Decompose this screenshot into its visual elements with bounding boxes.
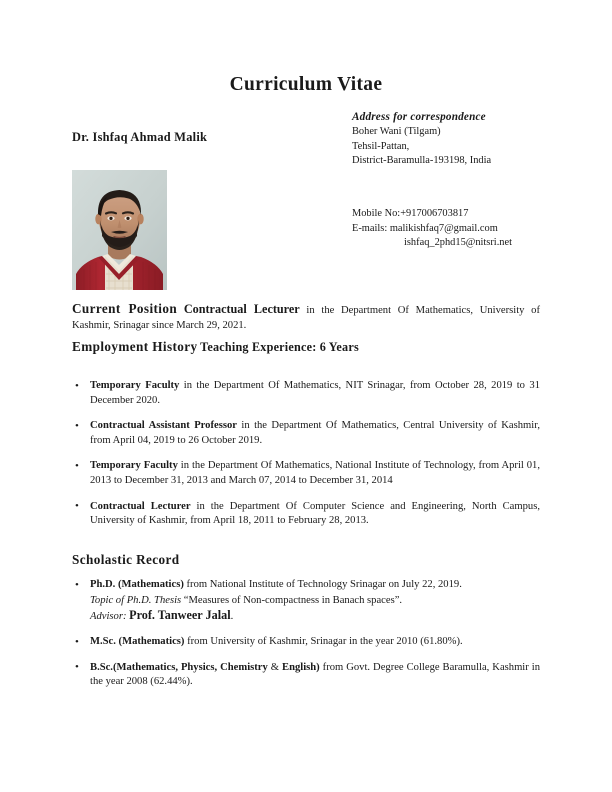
employment-role: Temporary Faculty [90, 460, 178, 472]
email-primary[interactable]: malikishfaq7@gmail.com [389, 222, 498, 234]
current-position-paragraph [72, 302, 540, 333]
employment-description: in the Department Of Mathematics, National Institute of Technology, from April 01, 2013 to December 31, 2013 and March 07, 2014 to December 31, 2014 [90, 460, 540, 486]
employment-role: Temporary Faculty [90, 380, 180, 391]
list-item [72, 379, 540, 408]
bsc-description: from Govt. Degree College Baramulla, Kashmir in the year 2008 (62.44%). [90, 661, 540, 688]
address-line-1: Boher Wani (Tilgam) [352, 126, 441, 138]
teaching-experience-subheading: Teaching Experience: 6 Years [200, 340, 359, 354]
current-position-role: Contractual Lecturer [183, 302, 300, 316]
list-item [72, 500, 540, 529]
scholastic-list-wrap [72, 578, 540, 690]
list-item [72, 459, 540, 488]
phd-advisor-line [90, 608, 540, 624]
list-item [72, 635, 540, 650]
page-title: Curriculum Vitae [229, 74, 383, 95]
candidate-name: Dr. Ishfaq Ahmad Malik [72, 130, 208, 144]
address-block [352, 110, 552, 169]
employment-history-heading: Employment History [72, 339, 198, 354]
scholastic-record-section [72, 552, 540, 568]
msc-description: from University of Kashmir, Srinagar in the year 2010 (61.80%). [184, 636, 463, 647]
scholastic-list [72, 578, 540, 690]
bsc-degree-part1: B.Sc.(Mathematics, Physics, Chemistry [90, 661, 268, 673]
list-item [72, 578, 540, 624]
phd-description: from National Institute of Technology Srinagar on July 22, 2019. [183, 579, 462, 590]
phd-thesis-line [90, 593, 540, 608]
portrait-photo [72, 170, 167, 290]
address-heading: Address for correspondence [352, 111, 486, 123]
portrait-illustration [72, 170, 167, 290]
phd-thesis-label: Topic of Ph.D. Thesis [90, 594, 182, 606]
current-position-heading: Current Position [72, 301, 178, 316]
address-line-2: Tehsil-Pattan, [352, 140, 410, 152]
employment-description: in the Department Of Mathematics, NIT Srinagar, from October 28, 2019 to 31 December 2020. [90, 380, 540, 406]
phd-advisor-name: Prof. Tanweer Jalal [129, 607, 231, 622]
email-secondary[interactable]: ishfaq_2phd15@nitsri.net [404, 237, 512, 249]
mobile-number: Mobile No:+917006703817 [352, 208, 469, 219]
employment-description: in the Department Of Mathematics, Central University of Kashmir, from April 04, 2019 to 26 October 2019. [90, 420, 540, 446]
employment-history-section [72, 340, 540, 357]
employment-description: in the Department Of Computer Science and Engineering, North Campus, University of Kashmir, from April 18, 2011 to February 28, 2013. [90, 500, 540, 527]
employment-role: Contractual Lecturer [90, 500, 191, 512]
phd-degree: Ph.D. (Mathematics) [90, 579, 184, 590]
contact-block [352, 207, 562, 251]
employment-heading-line [72, 340, 540, 357]
employment-list [72, 379, 540, 529]
phd-advisor-label: Advisor: [90, 610, 127, 622]
list-item [72, 419, 540, 448]
bsc-degree-amp: & [267, 661, 282, 673]
address-line-3: District-Baramulla-193198, India [352, 155, 492, 167]
bsc-degree-part2: English) [282, 661, 320, 673]
email-label: E-mails: [352, 222, 388, 234]
list-item [72, 661, 540, 690]
scholastic-record-heading: Scholastic Record [72, 552, 180, 567]
current-position-description: in the Department Of Mathematics, University of Kashmir, Srinagar since March 29, 2021. [72, 305, 540, 331]
email-secondary-line [352, 236, 562, 251]
employment-role: Contractual Assistant Professor [90, 420, 237, 432]
phd-thesis-title: “Measures of Non-compactness in Banach spaces”. [181, 594, 403, 606]
current-position-section [72, 302, 540, 333]
phd-advisor-period: . [230, 610, 234, 622]
email-primary-line [352, 222, 562, 237]
msc-degree: M.Sc. (Mathematics) [90, 636, 185, 647]
employment-list-wrap [72, 379, 540, 529]
